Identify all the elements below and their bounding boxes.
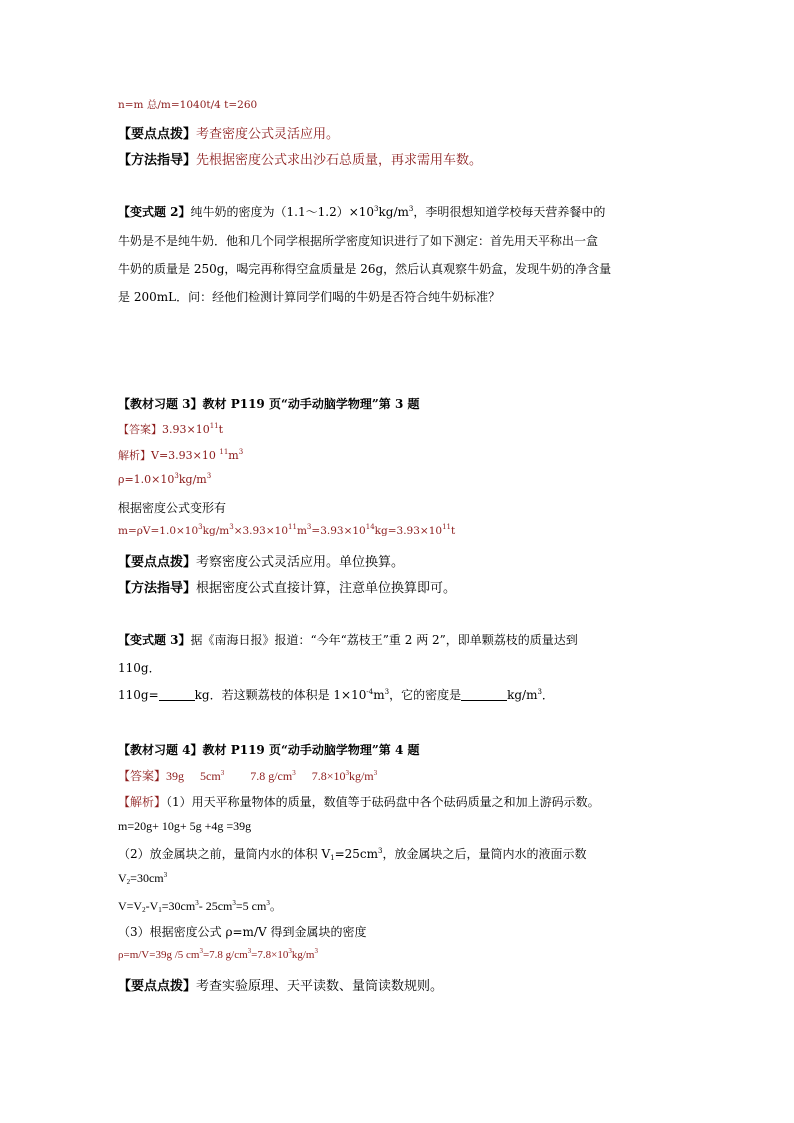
variant-label: 【变式题 3】 — [118, 633, 191, 647]
text: 据《南海日报》报道：“今年“荔枝王”重 2 两 2”，即单颗荔枝的质量达到 — [190, 633, 578, 647]
sup: 3 — [229, 523, 234, 531]
sup: 3 — [373, 769, 378, 777]
sup: 11 — [209, 422, 219, 430]
formula-note: 根据密度公式变形有 — [118, 501, 227, 515]
mass-calculation — [118, 525, 455, 537]
text: 7.8 g/cm — [250, 769, 293, 783]
method-guide-3 — [118, 577, 456, 596]
volume-before — [118, 845, 587, 862]
sup: 3 — [174, 472, 179, 480]
sub: 2 — [142, 906, 146, 914]
volume-after — [118, 871, 167, 886]
text: t — [451, 525, 456, 537]
text: =25cm — [334, 847, 379, 861]
text: 。 — [269, 899, 282, 913]
variant-3-line-1 — [118, 631, 578, 648]
text: ρ=1.0×10 — [118, 473, 175, 486]
analysis-label: 【解析】 — [118, 795, 167, 809]
sup: 3 — [384, 688, 390, 696]
sup: 3 — [314, 947, 318, 955]
method-text: 根据密度公式直接计算，注意单位换算即可。 — [196, 581, 457, 596]
text: V=3.93×10 — [151, 449, 220, 462]
text: 110g= — [118, 688, 159, 702]
sub: 1 — [330, 854, 335, 862]
variant-2-line-4: 是 200mL．问：经他们检测计算同学们喝的牛奶是否符合纯牛奶标准？ — [118, 290, 501, 304]
variant-3-line-2: 110g． — [118, 661, 161, 675]
sup: 14 — [365, 523, 375, 531]
key-point-4 — [118, 975, 443, 994]
answer-values — [166, 769, 377, 783]
text: kg．若这颗荔枝的体积是 1×10 — [194, 688, 367, 702]
text: =3.93×10 — [311, 525, 366, 537]
method-guide-1 — [118, 149, 482, 168]
sup: 3 — [288, 947, 292, 955]
exercise-4-answer — [118, 767, 377, 784]
exercise-4-analysis — [118, 793, 600, 810]
exercise-3-answer — [118, 421, 223, 437]
sup: 3 — [537, 688, 542, 696]
key-point-text: 考查密度公式灵活应用。 — [196, 127, 340, 142]
variant-2-line-3: 牛奶的质量是 250g，喝完再称得空盒质量是 26g，然后认真观察牛奶盒，发现牛奶的净含量 — [118, 262, 612, 276]
text: V=V — [118, 899, 143, 913]
text: V — [118, 871, 127, 885]
text: （1）用天平称量物体的质量，数值等于砝码盘中各个砝码质量之和加上游码示数。 — [166, 795, 600, 809]
text: 纯牛奶的密度为（1.1～1.2）×10 — [190, 205, 375, 219]
density-formula-note: （3）根据密度公式 ρ=m/V 得到金属块的密度 — [118, 925, 367, 939]
text: 39g — [166, 769, 185, 783]
text: kg/m — [507, 688, 538, 702]
sup: 11 — [219, 448, 229, 456]
sup: 3 — [220, 769, 225, 777]
text: ． — [541, 688, 554, 702]
sup: 3 — [163, 871, 168, 879]
key-point-label: 【要点点拨】 — [118, 127, 197, 142]
text: m — [373, 688, 385, 702]
sup: 3 — [206, 472, 212, 480]
text: m — [228, 449, 239, 462]
sup: 3 — [374, 205, 379, 213]
text: - 25cm — [198, 899, 233, 913]
method-label: 【方法指导】 — [118, 153, 197, 168]
text: m — [296, 525, 307, 537]
exercise-3-analysis — [118, 447, 243, 463]
volume-diff — [118, 897, 282, 914]
text: -V — [145, 899, 159, 913]
method-text: 先根据密度公式求出沙石总质量，再求需用车数。 — [196, 153, 483, 168]
exercise-4-title: 【教材习题 4】教材 P119 页“动手动脑学物理”第 4 题 — [118, 743, 420, 757]
sup: 3 — [292, 769, 296, 777]
text: m=ρV=1.0×10 — [118, 525, 199, 537]
key-point-text: 考查实验原理、天平读数、量筒读数规则。 — [196, 979, 444, 994]
sup: 11 — [442, 523, 451, 531]
sup: 3 — [306, 523, 312, 531]
analysis-label: 解析】 — [118, 449, 151, 462]
text: =7.8 g/cm — [202, 949, 248, 961]
sup: 3 — [345, 769, 349, 777]
text: ，放金属块之后，量筒内水的液面示数 — [382, 847, 587, 861]
variant-label: 【变式题 2】 — [118, 205, 191, 219]
density-calculation — [118, 949, 318, 961]
sup: 11 — [288, 523, 297, 531]
key-point-1 — [118, 123, 339, 142]
text: ρ=m/V=39g /5 cm — [118, 949, 200, 961]
method-label: 【方法指导】 — [118, 581, 197, 596]
count-formula: n=m 总/m=1040t/4 t=260 — [118, 99, 258, 111]
answer-blank-1[interactable] — [159, 689, 195, 701]
sup: 3 — [238, 448, 244, 456]
answer-label: 【答案】 — [118, 769, 167, 783]
text: =7.8×10 — [251, 949, 289, 961]
key-point-label: 【要点点拨】 — [118, 555, 197, 570]
text: ，它的密度是 — [389, 688, 462, 702]
sup: 3 — [195, 899, 199, 907]
sub: 2 — [126, 878, 131, 886]
text: kg/m — [348, 769, 374, 783]
density-value — [118, 473, 211, 486]
text: 5cm — [200, 769, 221, 783]
text: =5 cm — [235, 899, 267, 913]
text: kg/m — [178, 473, 207, 486]
text: ×3.93×10 — [233, 525, 289, 537]
variant-2-line-2: 牛奶是不是纯牛奶．他和几个同学根据所学密度知识进行了如下测定：首先用天平称出一盒 — [118, 234, 599, 248]
answer-blank-2[interactable] — [461, 689, 507, 701]
sub: 1 — [158, 906, 162, 914]
text: =30cm — [161, 899, 196, 913]
key-point-text: 考察密度公式灵活应用。单位换算。 — [196, 555, 405, 570]
sup: 3 — [266, 899, 270, 907]
mass-sum: m=20g+ 10g+ 5g +4g =39g — [118, 819, 252, 833]
variant-3-line-3 — [118, 686, 554, 703]
text: kg/m — [202, 525, 230, 537]
text: （2）放金属块之前，量筒内水的体积 V — [118, 847, 331, 861]
key-point-label: 【要点点拨】 — [118, 979, 197, 994]
sup: 3 — [198, 523, 203, 531]
text: ，李明很想知道学校每天营养餐中的 — [413, 205, 606, 219]
variant-2-line-1 — [118, 203, 605, 220]
sup: 3 — [247, 947, 252, 955]
text: =30cm — [130, 871, 164, 885]
sup: 3 — [408, 205, 414, 213]
text: 7.8×10 — [311, 769, 346, 783]
key-point-3 — [118, 551, 404, 570]
sup: 3 — [232, 899, 236, 907]
exercise-3-title: 【教材习题 3】教材 P119 页“动手动脑学物理”第 3 题 — [118, 397, 420, 411]
sup: -4 — [366, 688, 374, 696]
sup: 3 — [199, 947, 203, 955]
answer-label: 【答案】 — [118, 423, 162, 436]
text: 3.93×10 — [162, 423, 210, 436]
text: kg/m — [378, 205, 409, 219]
text: kg=3.93×10 — [374, 525, 443, 537]
sup: 3 — [378, 847, 383, 855]
text: t — [218, 423, 224, 436]
text: kg/m — [291, 949, 315, 961]
